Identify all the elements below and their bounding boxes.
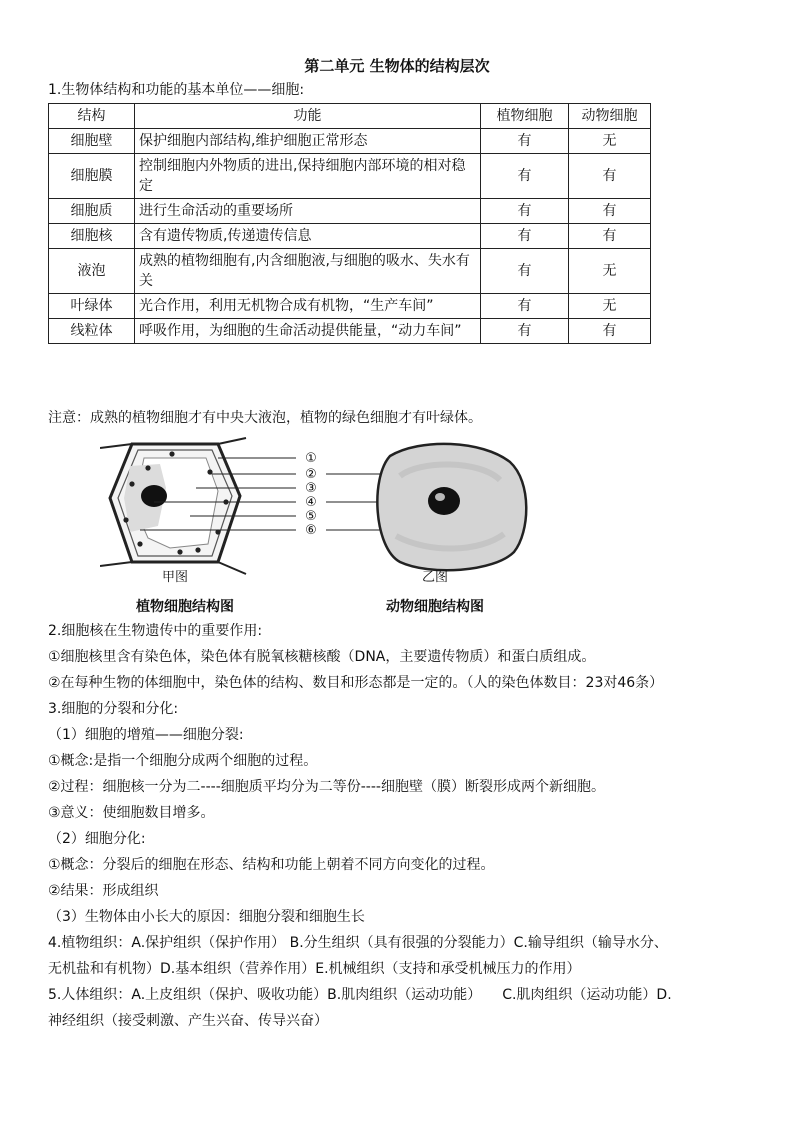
body-line: ①概念：分裂后的细胞在形态、结构和功能上朝着不同方向变化的过程。: [48, 857, 495, 873]
row-structure: 细胞膜: [49, 154, 135, 199]
row-structure: 细胞壁: [49, 129, 135, 154]
row-structure: 线粒体: [49, 319, 135, 344]
body-line: ②结果：形成组织: [48, 883, 159, 899]
diagram-label-1: ①: [305, 451, 317, 466]
diagram-label-6: ⑥: [305, 523, 317, 538]
cell-structure-diagram: [100, 436, 540, 584]
table-row: [49, 319, 651, 344]
row-animal: 有: [569, 199, 651, 224]
plant-figure-tag: 甲图: [162, 570, 189, 584]
row-plant: 有: [481, 224, 569, 249]
animal-cell-illustration: [377, 444, 526, 570]
body-line: 神经组织（接受刺激、产生兴奋、传导兴奋）: [48, 1013, 328, 1029]
row-plant: 有: [481, 199, 569, 224]
row-function: 含有遗传物质,传递遗传信息: [135, 224, 481, 249]
row-animal: 无: [569, 249, 651, 294]
table-row: [49, 199, 651, 224]
table-row: [49, 129, 651, 154]
table-row: [49, 224, 651, 249]
animal-cell-caption: 动物细胞结构图: [386, 599, 484, 615]
animal-figure-tag: 乙图: [422, 570, 449, 584]
body-line: ①细胞核里含有染色体，染色体有脱氧核糖核酸（DNA，主要遗传物质）和蛋白质组成。: [48, 649, 596, 665]
cell-structure-table: [48, 103, 651, 344]
sub-heading: （2）细胞分化:: [48, 831, 146, 847]
section-heading-1: 1.生物体结构和功能的基本单位——细胞:: [48, 82, 305, 98]
row-structure: 细胞核: [49, 224, 135, 249]
row-animal: 无: [569, 294, 651, 319]
body-line: ①概念:是指一个细胞分成两个细胞的过程。: [48, 753, 318, 769]
row-function: 成熟的植物细胞有,内含细胞液,与细胞的吸水、失水有关: [135, 249, 481, 294]
header-plant-cell: 植物细胞: [481, 104, 569, 129]
table-row: [49, 249, 651, 294]
row-animal: 有: [569, 319, 651, 344]
sub-heading: （1）细胞的增殖——细胞分裂:: [48, 727, 244, 743]
table-row: [49, 154, 651, 199]
row-plant: 有: [481, 249, 569, 294]
diagram-label-3: ③: [305, 481, 317, 496]
body-line: 无机盐和有机物）D.基本组织（营养作用）E.机械组织（支持和承受机械压力的作用）: [48, 961, 581, 977]
header-function: 功能: [135, 104, 481, 129]
section-heading-3: 3.细胞的分裂和分化:: [48, 701, 179, 717]
row-animal: 有: [569, 224, 651, 249]
plant-cell-caption: 植物细胞结构图: [136, 599, 234, 615]
table-row: [49, 294, 651, 319]
section-heading-5: 5.人体组织：A.上皮组织（保护、吸收功能）B.肌肉组织（运动功能） C.肌肉组织（运动功能）D.: [48, 987, 672, 1003]
row-function: 光合作用，利用无机物合成有机物，“生产车间”: [135, 294, 481, 319]
row-structure: 细胞质: [49, 199, 135, 224]
section-heading-4: 4.植物组织：A.保护组织（保护作用） B.分生组织（具有很强的分裂能力）C.输导组织（输导水分、: [48, 935, 668, 951]
body-line: ②过程：细胞核一分为二----细胞质平均分为二等份----细胞壁（膜）断裂形成两个新细胞。: [48, 779, 605, 795]
diagram-label-2: ②: [305, 467, 317, 482]
row-function: 进行生命活动的重要场所: [135, 199, 481, 224]
row-plant: 有: [481, 294, 569, 319]
row-function: 呼吸作用，为细胞的生命活动提供能量，“动力车间”: [135, 319, 481, 344]
body-line: ③意义：使细胞数目增多。: [48, 805, 215, 821]
sub-heading: （3）生物体由小长大的原因：细胞分裂和细胞生长: [48, 909, 365, 925]
header-structure: 结构: [49, 104, 135, 129]
row-structure: 叶绿体: [49, 294, 135, 319]
page-title: 第二单元 生物体的结构层次: [304, 57, 490, 75]
row-plant: 有: [481, 319, 569, 344]
diagram-label-5: ⑤: [305, 509, 317, 524]
diagram-label-4: ④: [305, 495, 317, 510]
row-animal: 无: [569, 129, 651, 154]
row-structure: 液泡: [49, 249, 135, 294]
note-text: 注意：成熟的植物细胞才有中央大液泡，植物的绿色细胞才有叶绿体。: [48, 410, 482, 426]
table-header-row: [49, 104, 651, 129]
row-plant: 有: [481, 129, 569, 154]
header-animal-cell: 动物细胞: [569, 104, 651, 129]
body-line: ②在每种生物的体细胞中，染色体的结构、数目和形态都是一定的。（人的染色体数目：23对46条）: [48, 675, 664, 691]
row-function: 控制细胞内外物质的进出,保持细胞内部环境的相对稳定: [135, 154, 481, 199]
row-plant: 有: [481, 154, 569, 199]
row-animal: 有: [569, 154, 651, 199]
section-heading-2: 2.细胞核在生物遗传中的重要作用:: [48, 623, 263, 639]
row-function: 保护细胞内部结构,维护细胞正常形态: [135, 129, 481, 154]
